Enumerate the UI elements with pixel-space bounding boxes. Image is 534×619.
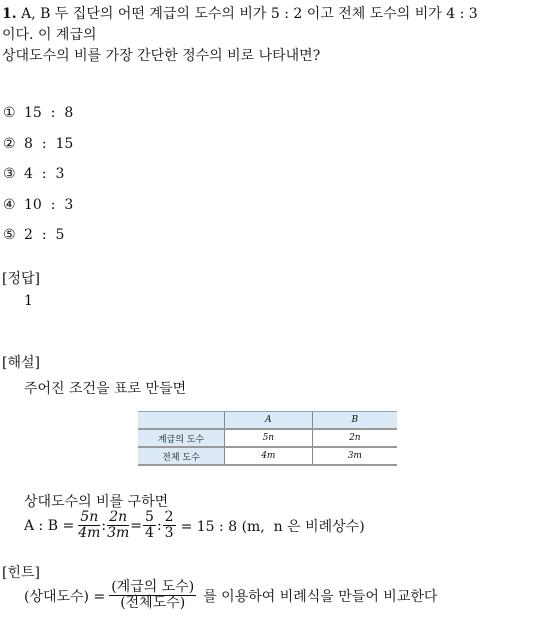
table-cell: 4m	[225, 447, 313, 465]
fraction	[109, 580, 196, 611]
table-row	[138, 429, 397, 447]
answer-value: 1	[24, 293, 33, 309]
choice-mark: ⑤	[3, 227, 16, 243]
hint-tail: 를 이용하여 비례식을 만들어 비교한다	[203, 588, 438, 605]
choice-text: 4 : 3	[24, 166, 65, 182]
frequency-table	[138, 411, 397, 466]
numerator: 5n	[78, 510, 100, 526]
numerator: 5	[145, 509, 154, 525]
choice-text: 15 : 8	[24, 105, 74, 121]
formula-sep: :	[156, 517, 162, 534]
table-cell	[138, 412, 225, 430]
table-row-label: 전체 도수	[138, 447, 225, 465]
formula-lhs: A : B =	[24, 517, 75, 534]
choice-mark: ③	[3, 166, 16, 182]
choice-text: 8 : 15	[24, 136, 74, 152]
denominator: 4	[145, 525, 154, 541]
table-header-b: B	[312, 412, 397, 430]
table-cell: 3m	[312, 447, 397, 465]
fraction	[163, 510, 176, 541]
question-line-1	[2, 3, 478, 26]
table-row	[138, 447, 397, 465]
formula-result: = 15 : 8 (m, n 은 비례상수)	[180, 518, 365, 535]
choice-5[interactable]	[3, 227, 64, 243]
formula-eq: =	[130, 517, 143, 534]
numerator: (계급의 도수)	[111, 579, 195, 595]
table-cell: 5n	[225, 429, 313, 447]
choice-4[interactable]	[3, 197, 73, 213]
question-number: 1.	[2, 6, 17, 22]
choice-mark: ①	[3, 105, 16, 121]
table-row-label: 계급의 도수	[138, 429, 225, 447]
question-line-3: 상대도수의 비를 가장 간단한 정수의 비로 나타내면?	[2, 48, 321, 64]
hint-formula	[24, 580, 437, 611]
numerator: 2n	[107, 510, 129, 526]
choice-2[interactable]	[3, 136, 73, 152]
numerator: 2	[164, 509, 174, 525]
table-header-row	[138, 412, 397, 430]
denominator: 4m	[78, 525, 101, 541]
denominator: 3m	[107, 525, 130, 541]
fraction	[107, 510, 129, 541]
question-line-2: 이다. 이 계급의	[2, 27, 97, 43]
answer-label: [정답]	[2, 271, 40, 287]
fraction	[78, 510, 100, 541]
choice-mark: ②	[3, 136, 16, 152]
choice-text: 2 : 5	[24, 227, 65, 243]
choice-3[interactable]	[3, 166, 64, 182]
table-header-a: A	[225, 412, 313, 430]
hint-label: [힌트]	[2, 565, 40, 581]
choice-text: 10 : 3	[24, 197, 74, 213]
formula-sep: :	[101, 517, 107, 534]
hint-lhs: (상대도수) =	[24, 588, 106, 605]
denominator: (전체도수)	[120, 595, 186, 611]
ratio-formula	[24, 510, 365, 541]
choice-1[interactable]	[3, 105, 73, 121]
explanation-line-2: 상대도수의 비를 구하면	[24, 494, 169, 510]
table-cell: 2n	[312, 429, 397, 447]
explanation-label: [해설]	[2, 355, 40, 371]
choice-mark: ④	[3, 197, 16, 213]
fraction	[143, 510, 156, 541]
denominator: 3	[164, 525, 174, 541]
explanation-intro: 주어진 조건을 표로 만들면	[24, 381, 187, 397]
question-text-1: A, B 두 집단의 어떤 계급의 도수의 비가 5 : 2 이고 전체 도수의 비가 4 : 3	[21, 6, 478, 22]
